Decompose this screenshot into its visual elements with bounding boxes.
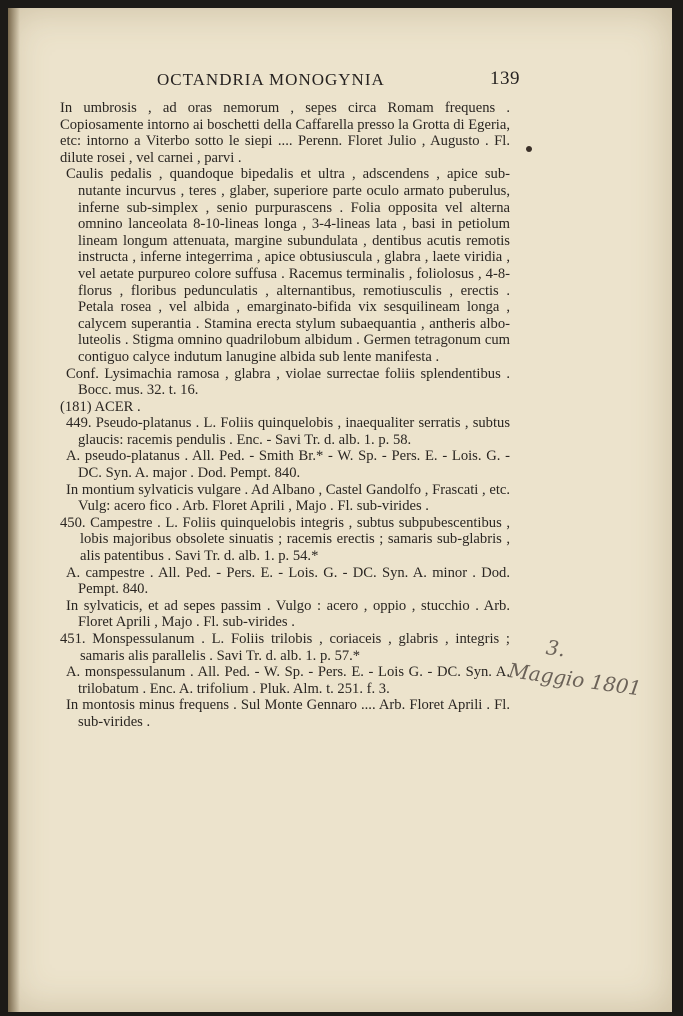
species-450-synonymy: A. campestre . All. Ped. - Pers. E. - Lois. G. - DC. Syn. A. minor . Dod. Pempt. 840. — [66, 564, 510, 598]
description-paragraph: Caulis pedalis , quandoque bipedalis et ultra , adscendens , apice sub-nutante incurvus , teres , glaber, superiore parte oculo armato puberulus, inferne sub-simplex , senio purpurascens . Folia opposita vel alterna omnino lanceolata 8-10-lineas longa , 3-4-lineas lata , basi in petiolum lineam longum attenuata, margine subundulata , dentibus acutis remotis instructa , inferne integerrima , apice obtusiuscula , glabra , laete viridia , vel aetate purpureo colore suffusa . Racemus terminalis , foliolosus , 4-8-florus , floribus pedunculatis , alternantibus, remotiusculis , erectis . Petala rosea , vel albida , emarginato-bifida vix sesquilineam longa , calycem superantia . Stamina erecta stylum subaequantia , antheris albo-luteolis . Stigma omnino quadrilobum albidum . Germen tetragonum cum contiguo calyce indutum lanugine albida sub lente manifesta . — [66, 166, 510, 365]
page-header — [65, 60, 520, 90]
margin-note-number: 3. — [544, 635, 567, 662]
species-451-entry: 451. Monspessulanum . L. Foliis trilobis , coriaceis , glabris , integris ; samaris alis parallelis . Savi Tr. d. alb. 1. p. 57.* — [60, 631, 510, 664]
species-449-entry: 449. Pseudo-platanus . L. Foliis quinquelobis , inaequaliter serratis , subtus glaucis: racemis pendulis . Enc. - Savi Tr. d. alb. 1. p. 58. — [66, 415, 510, 448]
page-number: 139 — [490, 68, 520, 89]
page-gutter-shadow — [8, 8, 20, 1012]
conf-reference: Conf. Lysimachia ramosa , glabra , violae surrectae foliis splendentibus . Bocc. mus. 32. t. 16. — [66, 365, 510, 399]
ink-spot — [526, 146, 532, 152]
species-451-habitat: In montosis minus frequens . Sul Monte Gennaro .... Arb. Floret Aprili . Fl. sub-virides . — [66, 697, 510, 730]
margin-note-date: Maggio 1801 — [507, 658, 643, 701]
species-450-entry: 450. Campestre . L. Foliis quinquelobis integris , subtus subpubescentibus , lobis majoribus obsolete sinuatis ; racemis erectis ; samaris sub-glabris , alis patentibus . Savi Tr. d. alb. 1. p. 54.* — [60, 514, 510, 565]
body-text — [60, 100, 510, 731]
species-451-synonymy: A. monspessulanum . All. Ped. - W. Sp. - Pers. E. - Lois G. - DC. Syn. A. trilobatum . Enc. A. trifolium . Pluk. Alm. t. 251. f. 3. — [66, 664, 510, 697]
species-450-habitat: In sylvaticis, et ad sepes passim . Vulgo : acero , oppio , stucchio . Arb. Floret Aprili , Majo . Fl. sub-virides . — [66, 597, 510, 631]
species-449-synonymy: A. pseudo-platanus . All. Ped. - Smith Br.* - W. Sp. - Pers. E. - Lois. G. - DC. Syn. A. major . Dod. Pempt. 840. — [66, 448, 510, 482]
habitat-paragraph: In umbrosis , ad oras nemorum , sepes circa Romam frequens . Copiosamente intorno ai boschetti della Caffarella presso la Grotta di Egeria, etc: intorno a Viterbo sotto le siepi .... Perenn. Floret Julio , Augusto . Fl. dilute rosei , vel carnei , parvi . — [60, 100, 510, 166]
running-title: OCTANDRIA MONOGYNIA — [157, 70, 385, 89]
genus-heading: (181) ACER . — [60, 398, 141, 415]
species-449-habitat: In montium sylvaticis vulgare . Ad Albano , Castel Gandolfo , Frascati , etc. Vulg: acero fico . Arb. Floret Aprili , Majo . Fl. sub-virides . — [66, 481, 510, 515]
